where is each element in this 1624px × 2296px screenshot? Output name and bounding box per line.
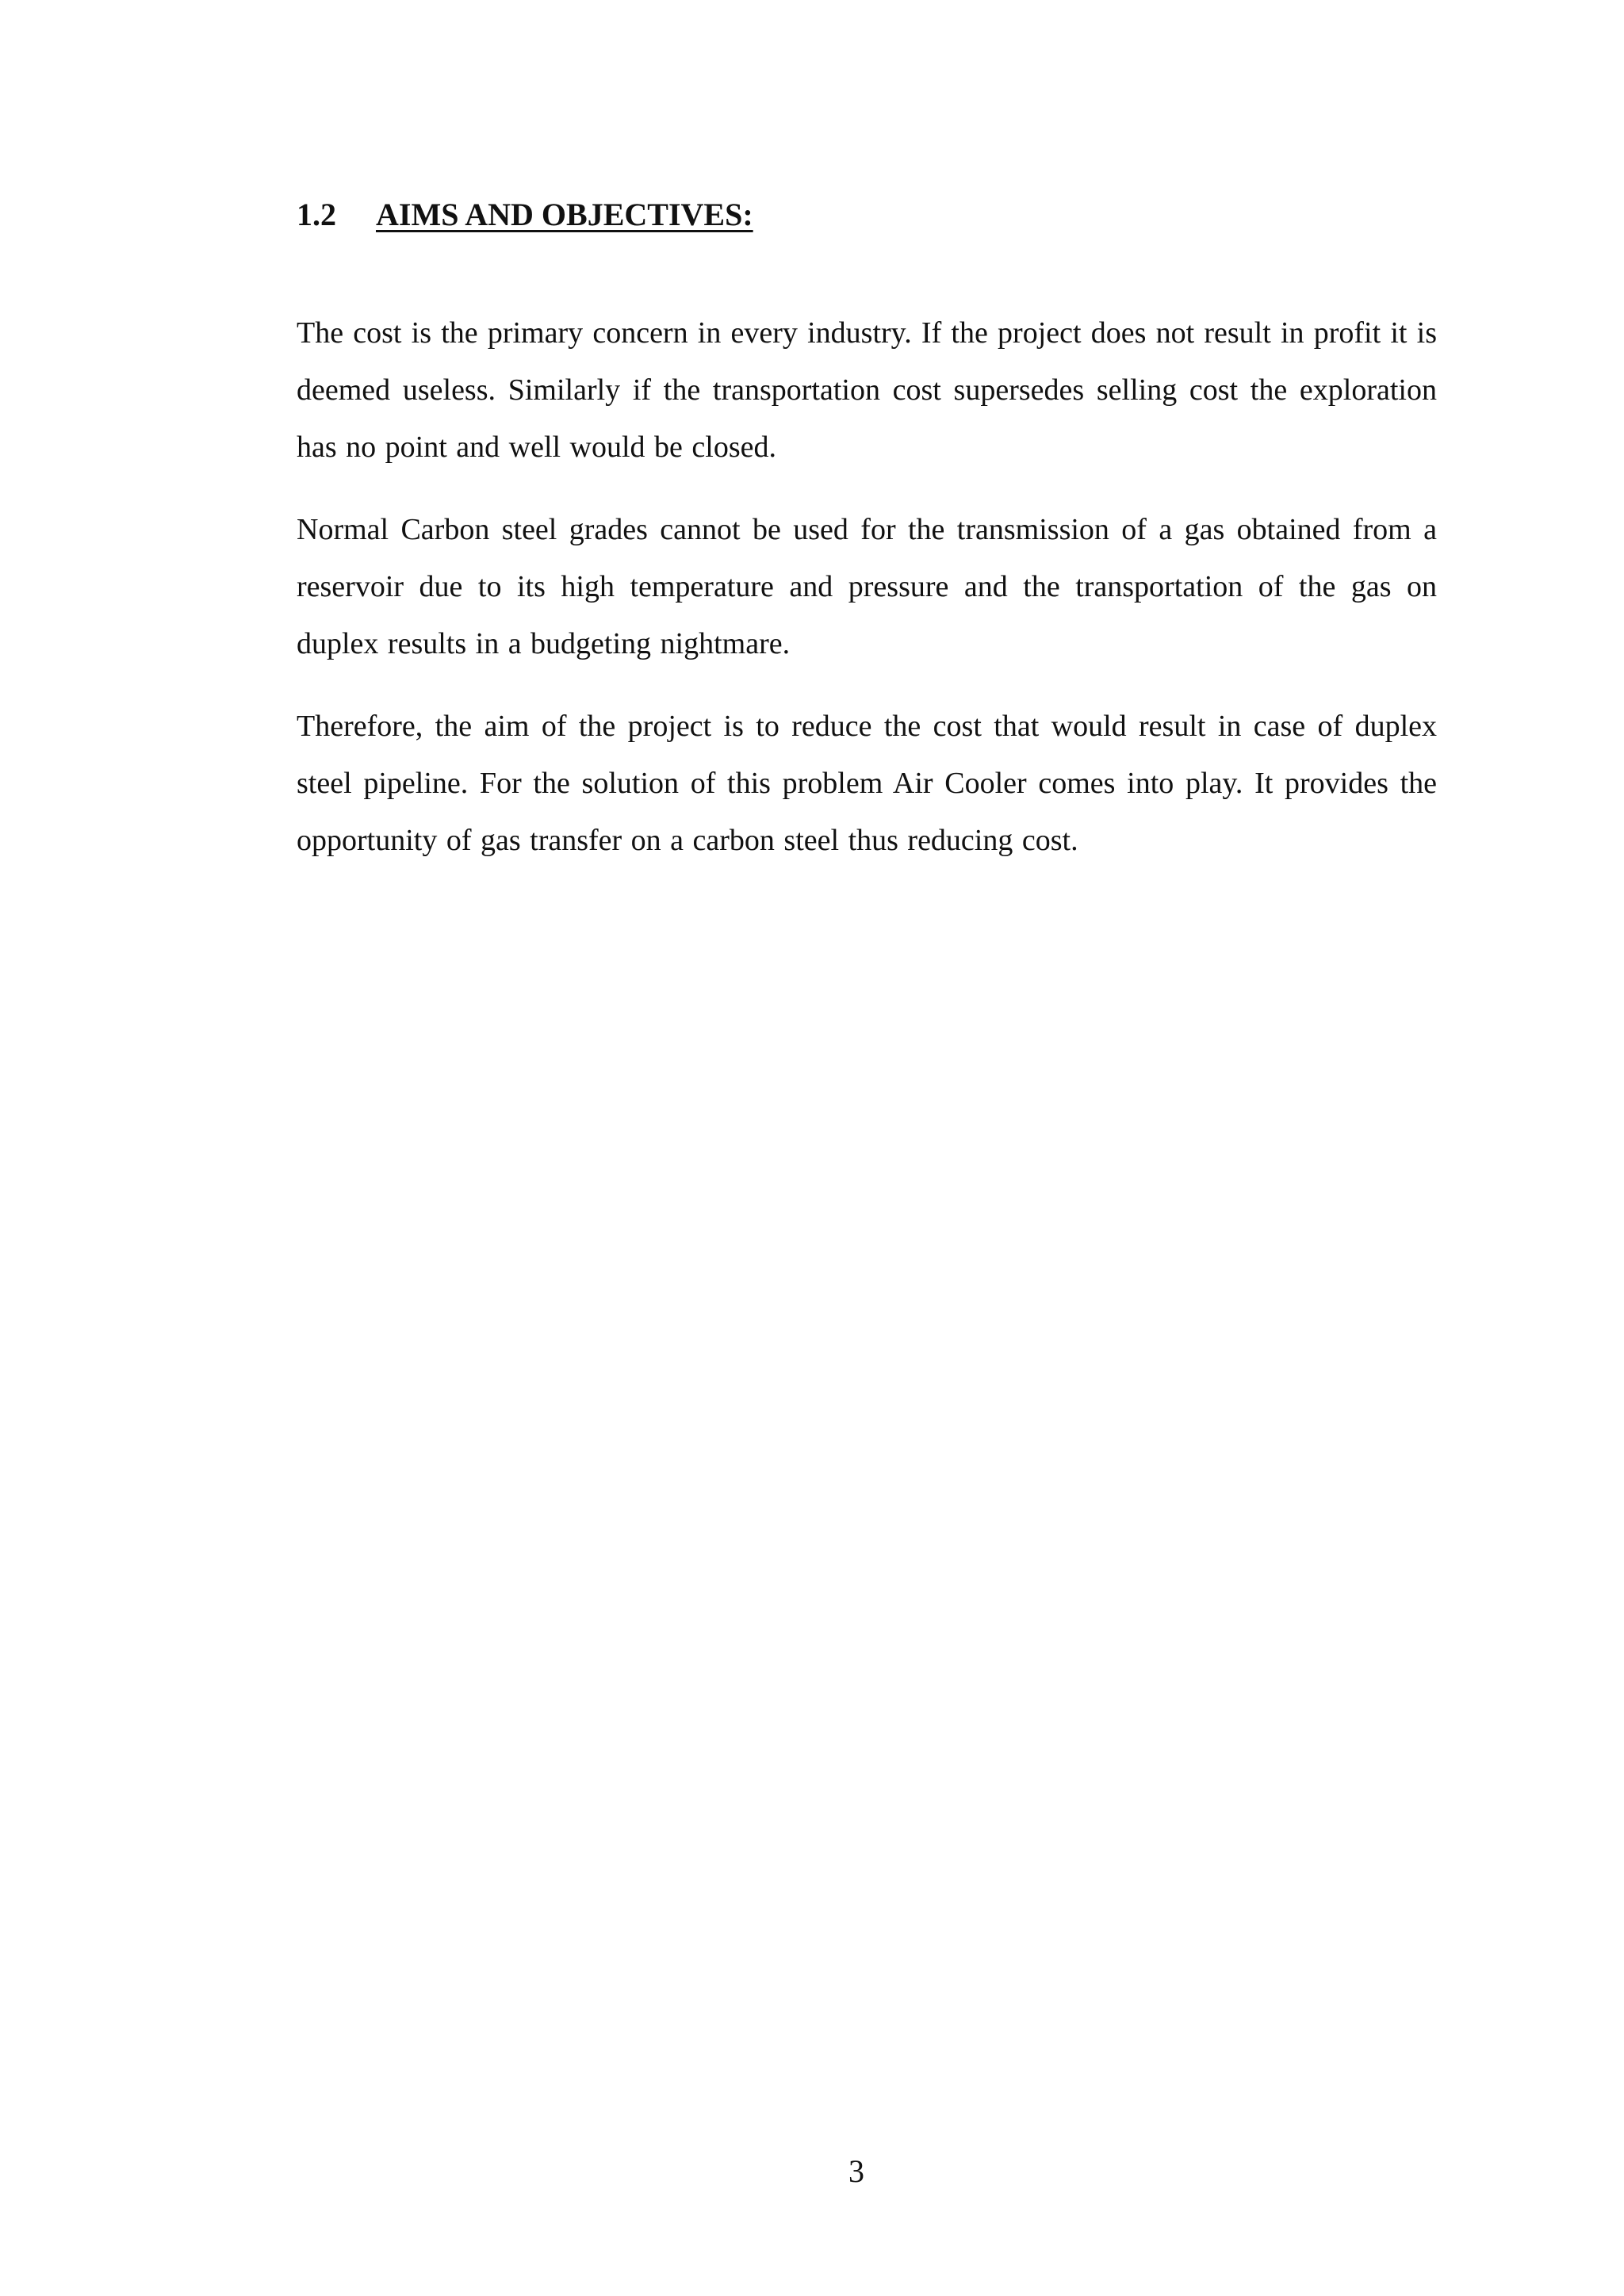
paragraph-cost-concern: The cost is the primary concern in every industry. If the project does not result in profit it is deemed useless. Similarly if the transportation cost supersedes selling cost the exploration has no point and well would be closed. — [297, 316, 1437, 464]
section-title: AIMS AND OBJECTIVES: — [376, 197, 753, 232]
section-body — [297, 304, 1437, 894]
section-heading — [297, 195, 753, 235]
section-number: 1.2 — [297, 197, 336, 232]
page-number: 3 — [848, 2153, 864, 2189]
paragraph-project-aim: Therefore, the aim of the project is to reduce the cost that would result in case of duplex steel pipeline. For the solution of this problem Air Cooler comes into play. It provides the opportunity of gas transfer on a carbon steel thus reducing cost. — [297, 710, 1437, 857]
paragraph-carbon-steel: Normal Carbon steel grades cannot be used for the transmission of a gas obtained from a reservoir due to its high temperature and pressure and the transportation of the gas on duplex results in a budgeting nightmare. — [297, 513, 1437, 660]
